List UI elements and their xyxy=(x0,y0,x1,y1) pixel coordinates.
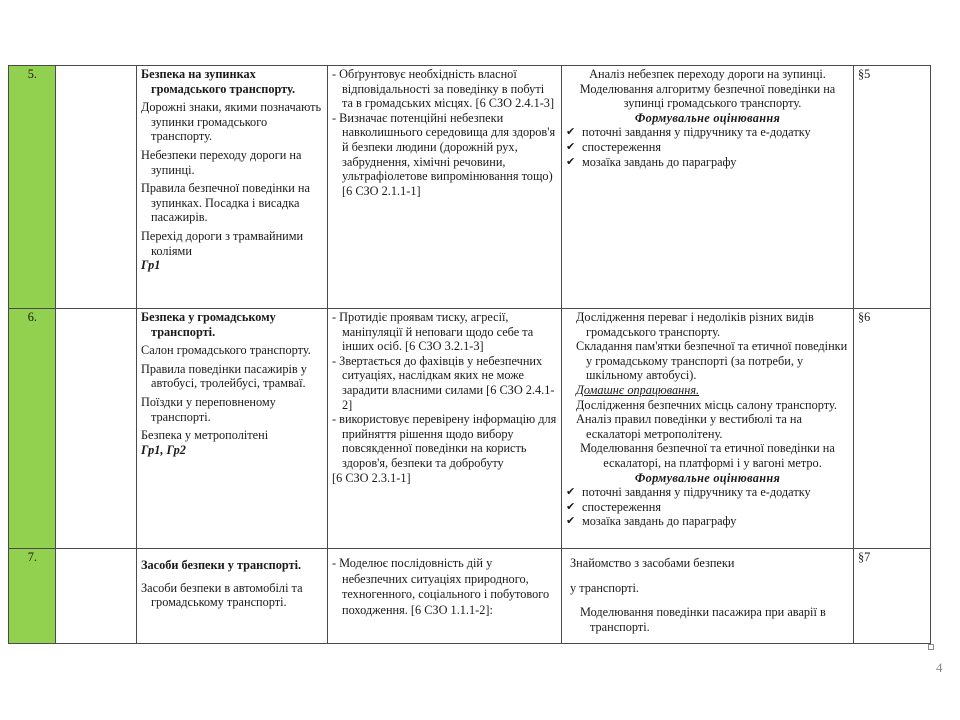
page-number: 4 xyxy=(936,660,943,675)
resize-handle[interactable] xyxy=(928,644,934,650)
lesson-number-cell xyxy=(9,66,56,309)
checkmark-icon: ✔ xyxy=(566,500,576,513)
topic-line: Дорожні знаки, якими позначають зупинки громадського транспорту. xyxy=(141,100,322,144)
assessment-item xyxy=(566,140,849,155)
topic-line: Безпека у метрополітені xyxy=(141,428,269,443)
activity-item: Моделювання поведінки пасажира при аварії в транспорті. xyxy=(580,605,826,634)
assessment-item-label: поточні завдання у підручнику та е-додатку xyxy=(582,485,811,500)
table-row xyxy=(9,549,931,644)
assessment-item-label: мозаїка завдань до параграфу xyxy=(582,514,737,529)
homework-label: Домашнє опрацювання. xyxy=(576,382,700,397)
lesson-number-cell xyxy=(9,549,56,644)
topic-cell xyxy=(137,66,328,309)
assessment-item-label: спостереження xyxy=(582,499,661,514)
assessment-item xyxy=(566,485,849,500)
activity-item: Дослідження безпечних місць салону транспорту. xyxy=(576,397,837,412)
checkmark-icon: ✔ xyxy=(566,126,576,139)
activities-cell xyxy=(562,309,854,549)
outcome-item: [6 СЗО 2.3.1-1] xyxy=(332,470,411,485)
outcome-item: - використовує перевірену інформацію для прийняття рішення щодо вибору повсякденної поведінки на користь здоров'я, безпеки та добробуту xyxy=(332,412,557,470)
group-label: Гр1 xyxy=(141,258,161,273)
lesson-number: 5. xyxy=(27,67,37,81)
activity-item: Аналіз правил поведінки у вестибюлі та на ескалаторі метрополітену. xyxy=(576,412,802,441)
outcomes-cell xyxy=(328,549,562,644)
lesson-number-cell xyxy=(9,309,56,549)
topic-cell xyxy=(137,309,328,549)
table-row xyxy=(9,309,931,549)
assessment-title: Формувальне оцінювання xyxy=(634,470,781,485)
topic-line: Перехід дороги з трамвайними коліями xyxy=(141,228,304,258)
outcomes-cell xyxy=(328,309,562,549)
paragraph-ref: §7 xyxy=(858,550,871,564)
assessment-item-label: спостереження xyxy=(582,139,661,154)
outcome-item: - Звертається до фахівців у небезпечних ситуаціях, наслідкам яких не може зарадити власними силами [6 СЗО 2.4.1-2] xyxy=(332,353,555,412)
topic-line: Правила поведінки пасажирів у автобусі, тролейбусі, трамваї. xyxy=(141,361,307,391)
topic-line: Небезпеки переходу дороги на зупинці. xyxy=(141,147,302,177)
assessment-title: Формувальне оцінювання xyxy=(634,110,781,125)
assessment-item xyxy=(566,155,849,170)
activity-item: Дослідження переваг і недоліків різних видів громадського транспорту. xyxy=(576,310,814,339)
topic-line: Правила безпечної поведінки на зупинках. Посадка і висадка пасажирів. xyxy=(141,181,310,225)
topic-line: Поїздки у переповненому транспорті. xyxy=(141,394,276,424)
lesson-number: 6. xyxy=(27,310,37,324)
assessment-item-label: мозаїка завдань до параграфу xyxy=(582,154,737,169)
empty-cell xyxy=(56,309,137,549)
lesson-number: 7. xyxy=(27,550,37,564)
topic-line: Засоби безпеки в автомобілі та громадському транспорті. xyxy=(141,580,303,610)
assessment-item xyxy=(566,125,849,140)
outcome-item: - Обґрунтовує необхідність власної відповідальності за поведінку в побуті та в громадських місцях. [6 СЗО 2.4.1-3] xyxy=(332,67,555,111)
assessment-item xyxy=(566,514,849,529)
activities-cell xyxy=(562,66,854,309)
activities-cell xyxy=(562,549,854,644)
table-row xyxy=(9,66,931,309)
topic-title: Засоби безпеки у транспорті. xyxy=(141,558,302,572)
activity-item: Моделювання безпечної та етичної поведінки на ескалаторі, на платформі і у вагоні метро. xyxy=(580,441,835,470)
empty-cell xyxy=(56,66,137,309)
paragraph-cell xyxy=(854,309,931,549)
activity-item: Аналіз небезпек переходу дороги на зупинці. xyxy=(589,67,826,81)
paragraph-ref: §6 xyxy=(858,310,871,324)
activity-item: Моделювання алгоритму безпечної поведінки на зупинці громадського транспорту. xyxy=(579,81,836,111)
topic-title: Безпека у громадському транспорті. xyxy=(141,310,276,339)
activity-item: Знайомство з засобами безпеки xyxy=(570,556,735,570)
paragraph-cell xyxy=(854,66,931,309)
paragraph-ref: §5 xyxy=(858,67,871,81)
outcome-item: - Визначає потенційні небезпеки навколишнього середовища для здоров'я й безпеки людини (дорожній рух, забруднення, хімічні речовини, ультрафіолетове випромінювання тощо) [6 СЗО 2.1.1-1] xyxy=(332,110,556,198)
topic-title: Безпека на зупинках громадського транспорту. xyxy=(141,67,296,96)
assessment-item-label: поточні завдання у підручнику та е-додатку xyxy=(582,125,811,140)
topic-line: Салон громадського транспорту. xyxy=(141,343,311,358)
checkmark-icon: ✔ xyxy=(566,515,576,528)
checkmark-icon: ✔ xyxy=(566,155,576,168)
checkmark-icon: ✔ xyxy=(566,140,576,153)
empty-cell xyxy=(56,549,137,644)
group-label: Гр1, Гр2 xyxy=(141,442,186,457)
outcomes-cell xyxy=(328,66,562,309)
checkmark-icon: ✔ xyxy=(566,486,576,499)
activity-item: у транспорті. xyxy=(570,580,639,595)
outcome-item: - Моделює послідовність дій у небезпечних ситуаціях природного, техногенного, соціального і побутового походження. [6 СЗО 1.1.1-2]: xyxy=(332,556,550,617)
curriculum-table xyxy=(8,65,931,644)
assessment-item xyxy=(566,500,849,515)
activity-item: Складання пам'ятки безпечної та етичної поведінки у громадському транспорті (за потреби, у шкільному автобусі). xyxy=(576,339,848,383)
topic-cell xyxy=(137,549,328,644)
outcome-item: - Протидіє проявам тиску, агресії, маніпуляції й неповаги щодо себе та інших осіб. [6 СЗО 3.2.1-3] xyxy=(332,310,534,354)
paragraph-cell xyxy=(854,549,931,644)
